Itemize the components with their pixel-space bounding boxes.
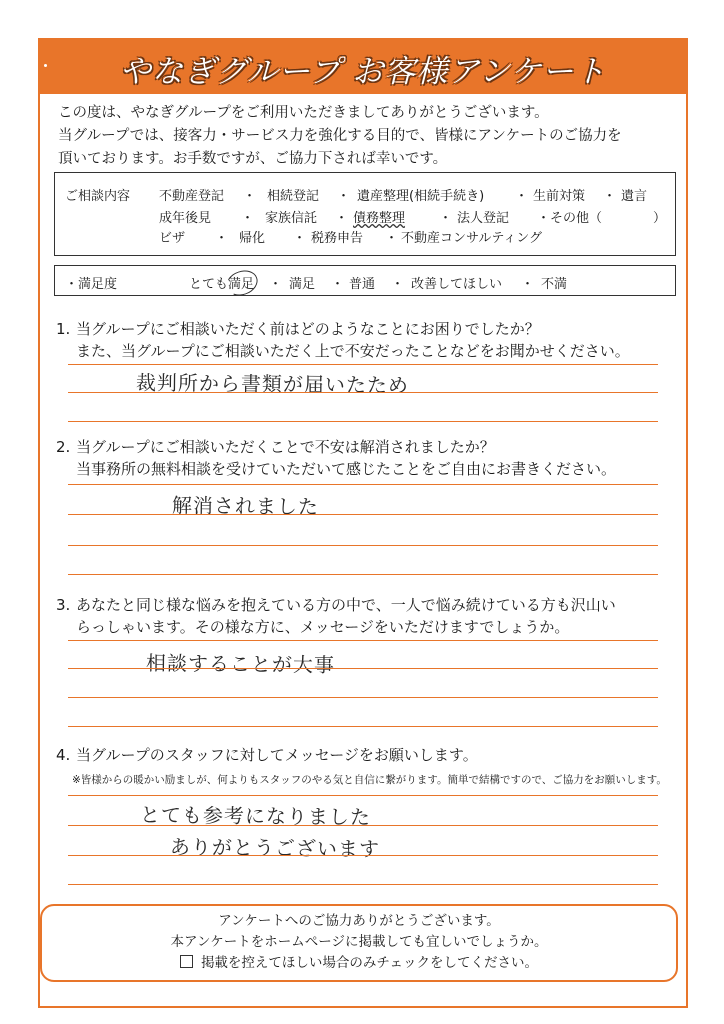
option-real-estate-consulting[interactable]: 不動産コンサルティング (401, 231, 543, 246)
question-text: 当グループにご相談いただくことで不安は解消されましたか？ (76, 438, 495, 456)
answer-line (68, 884, 658, 885)
answer-line (68, 825, 658, 826)
satisfaction-box (54, 265, 676, 296)
satisfaction-label: ・満足度 (65, 277, 118, 292)
answer-line (68, 545, 658, 546)
question-number: 3. (56, 596, 71, 614)
question-3 (56, 594, 686, 638)
option-estate-settlement[interactable]: 遺産整理(相続手続き) (357, 189, 485, 204)
rating-satisfied[interactable]: 満足 (289, 277, 316, 292)
separator: ・ (521, 277, 535, 292)
separator: ・ (439, 211, 453, 226)
rating-dissatisfied[interactable]: 不満 (541, 277, 568, 292)
intro-line: 当グループでは、接客力・サービス力を強化する目的で、皆様にアンケートのご協力を (58, 128, 622, 144)
option-tax-filing[interactable]: 税務申告 (311, 231, 364, 246)
answer-line (68, 668, 658, 669)
question-2 (56, 436, 686, 480)
question-4 (56, 744, 686, 766)
separator: ・ (243, 189, 257, 204)
option-inheritance-registration[interactable]: 相続登記 (267, 189, 320, 204)
question-1 (56, 318, 686, 362)
option-naturalization[interactable]: 帰化 (239, 231, 266, 246)
separator: ・ (241, 211, 255, 226)
consultation-label: ご相談内容 (65, 189, 131, 204)
answer-line (68, 726, 658, 727)
intro-text (58, 102, 678, 171)
answer-line (68, 392, 658, 393)
answer-line (68, 697, 658, 698)
answer-line (68, 484, 658, 485)
answer-4-handwriting-line2[interactable]: ありがとうございます (169, 834, 381, 862)
answer-line (68, 795, 658, 796)
question-text: 当グループのスタッフに対してメッセージをお願いします。 (76, 746, 478, 764)
option-real-estate-registration[interactable]: 不動産登記 (159, 189, 225, 204)
option-other[interactable]: ・その他（ (537, 211, 603, 226)
question-4-note: ※皆様からの暖かい励ましが、何よりもスタッフのやる気と自信に繋がります。簡単で結構ですので、ご協力をお願いします。 (72, 774, 667, 786)
rating-needs-improvement[interactable]: 改善してほしい (411, 277, 503, 292)
answer-1-handwriting[interactable]: 裁判所から書類が届いたため (135, 370, 410, 398)
footer-box (40, 904, 678, 982)
question-text: 当事務所の無料相談を受けていただいて感じたことをご自由にお書きください。 (76, 460, 617, 478)
rating-neutral[interactable]: 普通 (349, 277, 376, 292)
page-title: やなぎグループ お客様アンケート (119, 54, 607, 90)
separator: ・ (385, 231, 399, 246)
other-close-paren: ） (653, 211, 667, 226)
separator: ・ (603, 189, 617, 204)
separator: ・ (515, 189, 529, 204)
publish-opt-out-checkbox[interactable] (180, 955, 193, 968)
separator: ・ (215, 231, 229, 246)
footer-question: 本アンケートをホームページに掲載しても宜しいでしょうか。 (170, 934, 548, 950)
title-decoration-dot (44, 64, 47, 67)
separator: ・ (335, 211, 349, 226)
answer-line (68, 421, 658, 422)
answer-3-handwriting[interactable]: 相談することが大事 (145, 651, 336, 677)
question-text: らっしゃいます。その様な方に、メッセージをいただけますでしょうか。 (76, 618, 570, 636)
answer-2-handwriting[interactable]: 解消されました (171, 493, 320, 519)
answer-line (68, 574, 658, 575)
question-text: また、当グループにご相談いただく上で不安だったことなどをお聞かせください。 (76, 342, 630, 360)
answer-line (68, 855, 658, 856)
question-number: 2. (56, 438, 71, 456)
consultation-box (54, 172, 676, 256)
separator: ・ (293, 231, 307, 246)
answer-4-handwriting-line1[interactable]: とても参考になりました (139, 802, 372, 830)
answer-line (68, 364, 658, 365)
option-debt-consolidation[interactable]: 債務整理 (353, 211, 406, 226)
question-number: 1. (56, 320, 71, 338)
intro-line: 頂いております。お手数ですが、ご協力下されば幸いです。 (58, 151, 448, 167)
answer-line (68, 640, 658, 641)
question-number: 4. (56, 746, 71, 764)
question-text: 当グループにご相談いただく前はどのようなことにお困りでしたか？ (76, 320, 540, 338)
option-pre-death-planning[interactable]: 生前対策 (533, 189, 586, 204)
answer-line (68, 514, 658, 515)
option-corporate-registration[interactable]: 法人登記 (457, 211, 510, 226)
option-visa[interactable]: ビザ (159, 231, 186, 246)
question-text: あなたと同じ様な悩みを抱えている方の中で、一人で悩み続けている方も沢山い (76, 596, 616, 614)
separator: ・ (269, 277, 283, 292)
intro-line: この度は、やなぎグループをご利用いただきましてありがとうございます。 (58, 105, 549, 121)
title-bar (38, 38, 688, 94)
separator: ・ (331, 277, 345, 292)
footer-checkbox-label: 掲載を控えてほしい場合のみチェックをしてください。 (200, 955, 539, 971)
separator: ・ (391, 277, 405, 292)
option-family-trust[interactable]: 家族信託 (265, 211, 318, 226)
footer-thanks: アンケートへのご協力ありがとうございます。 (218, 913, 500, 929)
rating-very-satisfied[interactable]: とても満足 (189, 277, 255, 292)
option-will[interactable]: 遺言 (621, 189, 648, 204)
separator: ・ (337, 189, 351, 204)
option-adult-guardianship[interactable]: 成年後見 (159, 211, 212, 226)
